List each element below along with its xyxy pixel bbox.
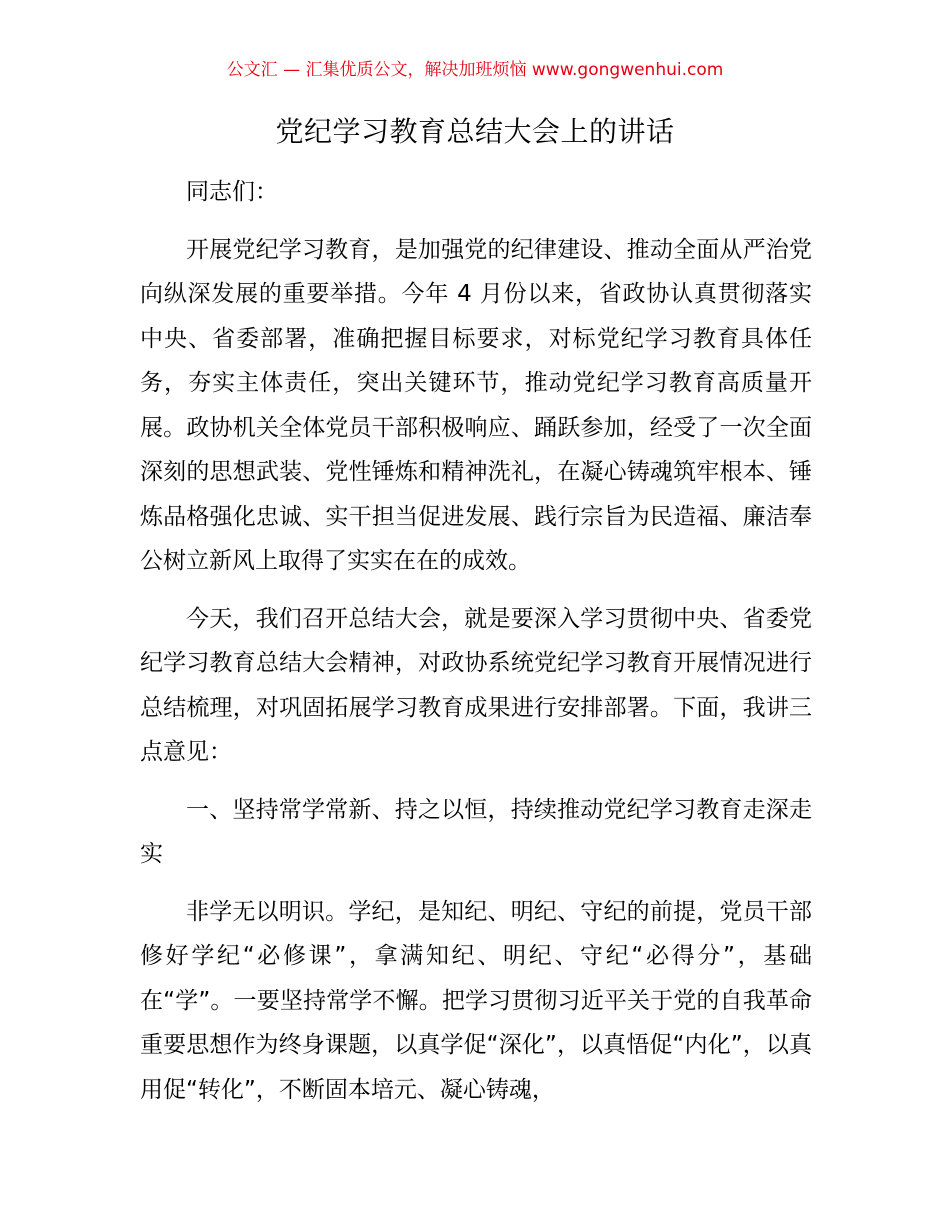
section-heading-1: 一、坚持常学常新、持之以恒，持续推动党纪学习教育走深走实 xyxy=(140,796,812,867)
document-body xyxy=(140,170,812,1125)
paragraph-intro: 开展党纪学习教育，是加强党的纪律建设、推动全面从严治党向纵深发展的重要举措。今年 4 月份以来，省政协认真贯彻落实中央、省委部署，准确把握目标要求，对标党纪学习教育具体任务，夯实主体责任，突出关键环节，推动党纪学习教育高质量开展。政协机关全体党员干部积极响应、踊跃参加，经受了一次全面深刻的思想武装、党性锤炼和精神洗礼，在凝心铸魂筑牢根本、锤炼品格强化忠诚、实干担当促进发展、践行宗旨为民造福、廉洁奉公树立新风上取得了实实在在的成效。 xyxy=(140,236,812,574)
salutation: 同志们： xyxy=(186,179,278,205)
document-title: 党纪学习教育总结大会上的讲话 xyxy=(275,115,675,148)
paragraph-study: 非学无以明识。学纪，是知纪、明纪、守纪的前提，党员干部修好学纪“必修课”，拿满知纪、明纪、守纪“必得分”，基础在“学”。一要坚持常学不懈。把学习贯彻习近平关于党的自我革命重要思想作为终身课题，以真学促“深化”，以真悟促“内化”，以真用促“转化”，不断固本培元、凝心铸魂， xyxy=(140,898,812,1103)
paragraph-purpose: 今天，我们召开总结大会，就是要深入学习贯彻中央、省委党纪学习教育总结大会精神，对政协系统党纪学习教育开展情况进行总结梳理，对巩固拓展学习教育成果进行安排部署。下面，我讲三点意见： xyxy=(140,605,812,765)
website-banner: 公文汇 — 汇集优质公文，解决加班烦恼 www.gongwenhui.com xyxy=(226,60,724,80)
